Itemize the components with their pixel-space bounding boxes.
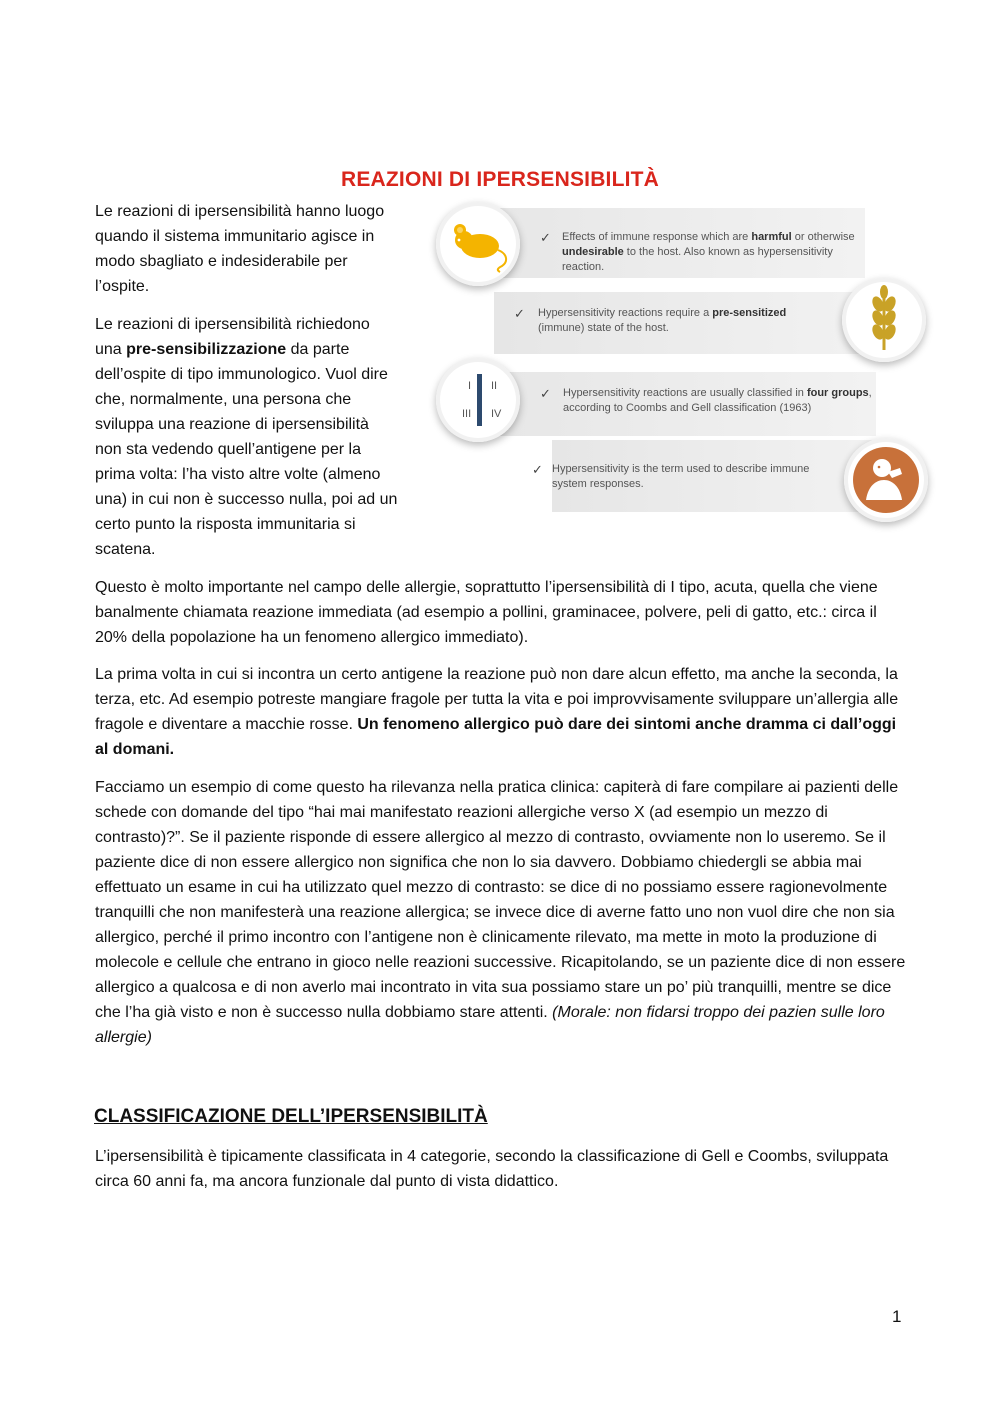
p4-text: La prima volta in cui si incontra un certo antigene la reazione può non dare alcun effetto, ma anche la seconda, la terza, etc. Ad esempio potreste mangiare fragole per tutta la vita e poi improvvisamente sviluppare un’allergia alle fragole e diventare a macchie rosse.: [95, 666, 899, 733]
infographic-text-3: [563, 386, 875, 416]
band3-post: , according to Coombs and Gell classification (1963): [563, 387, 872, 414]
band1-post: to the host. Also known as hypersensitivity reaction.: [562, 246, 833, 273]
infographic-band-1: [470, 208, 865, 278]
numeral-2: II: [491, 380, 498, 392]
p4-bold: Un fenomeno allergico può dare dei sintomi anche dramma ci dall’oggi al domani.: [95, 716, 897, 758]
page-number: 1: [892, 1307, 902, 1326]
wheat-icon-circle: [842, 278, 926, 362]
mouse-icon-circle: [436, 202, 520, 286]
p5-italic: (Morale: non fidarsi troppo dei pazien sulle loro allergie): [95, 1004, 885, 1046]
numeral-divider: [477, 374, 482, 426]
infographic-band-4: [532, 440, 887, 512]
wheat-icon: [842, 278, 926, 362]
infographic-text-1: [562, 230, 862, 275]
band3-pre: Hypersensitivity reactions are usually classified in: [563, 387, 807, 399]
intro-paragraph-2: [95, 312, 400, 562]
band1-mid: or otherwise: [791, 231, 855, 243]
band3-bold1: four groups: [806, 387, 869, 399]
p5-text: Facciamo un esempio di come questo ha rilevanza nella pratica clinica: capiterà di fare compilare ai pazienti delle schede con domande del tipo “hai mai manifestato reazioni allergiche verso X (ad esempio un mezzo di contrasto)?”. Se il paziente risponde di essere allergico al mezzo di contrasto, ovviamente non lo useremo. Se il paziente dice di non essere allergico non significa che non lo sia davvero. Dobbiamo chiedergli se abbia mai effettuato un esame in cui ha utilizzato quel mezzo di contrasto: se dice di no possiamo essere ragionevolmente tranquilli che non manifesterà una reazione allergica; se invece dice di averne fatto uno non vuol dire che non sia allergico, perché il primo incontro con l’antigene non è clinicamente rilevato, ma mette in moto la produzione di molecole e cellule che entrano in gioco nelle reazioni successive. Ricapitolando, se un paziente dice di non essere allergico a qualcosa e di non averlo mai incontrato in vita sua possiamo stare un po’ più tranquilli, mentre se dice che l’ha già visto e non è successo nulla dobbiamo stare attenti.: [95, 779, 906, 1021]
band2-post: (immune) state of the host.: [538, 322, 669, 334]
page-title: REAZIONI DI IPERSENSIBILITÀ: [340, 168, 660, 191]
band1-bold1: harmful: [751, 231, 792, 243]
allergic-person-icon: [844, 438, 928, 522]
band1-pre: Effects of immune response which are: [562, 231, 752, 243]
check-icon: ✓: [540, 230, 551, 245]
roman-numerals-icon: [436, 358, 520, 442]
band2-pre: Hypersensitivity reactions require a: [538, 307, 713, 319]
numeral-4: IV: [491, 408, 502, 420]
intro-p2-text-a: Le reazioni di ipersensibilità richiedono una: [95, 316, 370, 358]
band4-pre: Hypersensitivity is the term used to describe immune system responses.: [552, 463, 810, 490]
paragraph-allergies: Questo è molto importante nel campo delle allergie, soprattutto l’ipersensibilità di I tipo, acuta, quella che viene banalmente chiamata reazione immediata (ad esempio a pollini, graminacee, polvere, peli di gatto, etc.: circa il 20% della popolazione ha un fenomeno allergico immediato).: [95, 579, 878, 646]
allergic-person-circle: [844, 438, 928, 522]
hypersensitivity-infographic: [432, 200, 944, 530]
paragraph-clinical-example: [95, 775, 910, 1050]
band1-bold2: undesirable: [562, 246, 624, 258]
paragraph-first-contact: [95, 662, 910, 762]
infographic-band-2: [494, 292, 879, 354]
infographic-text-2: [538, 306, 798, 336]
section-heading: CLASSIFICAZIONE DELL’IPERSENSIBILITÀ: [94, 1106, 488, 1127]
check-icon: ✓: [540, 386, 551, 401]
intro-p2-text-b: da parte dell’ospite di tipo immunologico. Vuol dire che, normalmente, una persona che sviluppa una reazione di ipersensibilità non sta vedendo quell’antigene per la prima volta: l’ha visto altre volte (almeno una) in cui non è successo nulla, poi ad un certo punto la risposta immunitaria si scatena.: [95, 341, 398, 558]
mouse-icon: [436, 202, 520, 286]
infographic-text-4: [552, 462, 822, 492]
check-icon: ✓: [514, 306, 525, 321]
band2-bold1: pre-sensitized: [712, 307, 787, 319]
intro-paragraph-1: Le reazioni di ipersensibilità hanno luogo quando il sistema immunitario agisce in modo sbagliato e indesiderabile per l’ospite.: [95, 203, 385, 295]
paragraph-classification: L’ipersensibilità è tipicamente classificata in 4 categorie, secondo la classificazione di Gell e Coombs, sviluppata circa 60 anni fa, ma ancora funzionale dal punto di vista didattico.: [95, 1148, 889, 1190]
intro-p2-bold: pre-sensibilizzazione: [126, 341, 287, 358]
infographic-band-3: [476, 372, 876, 436]
numeral-3: III: [462, 408, 472, 420]
check-icon: ✓: [532, 462, 543, 477]
roman-numerals-circle: [436, 358, 520, 442]
numeral-1: I: [468, 380, 472, 392]
